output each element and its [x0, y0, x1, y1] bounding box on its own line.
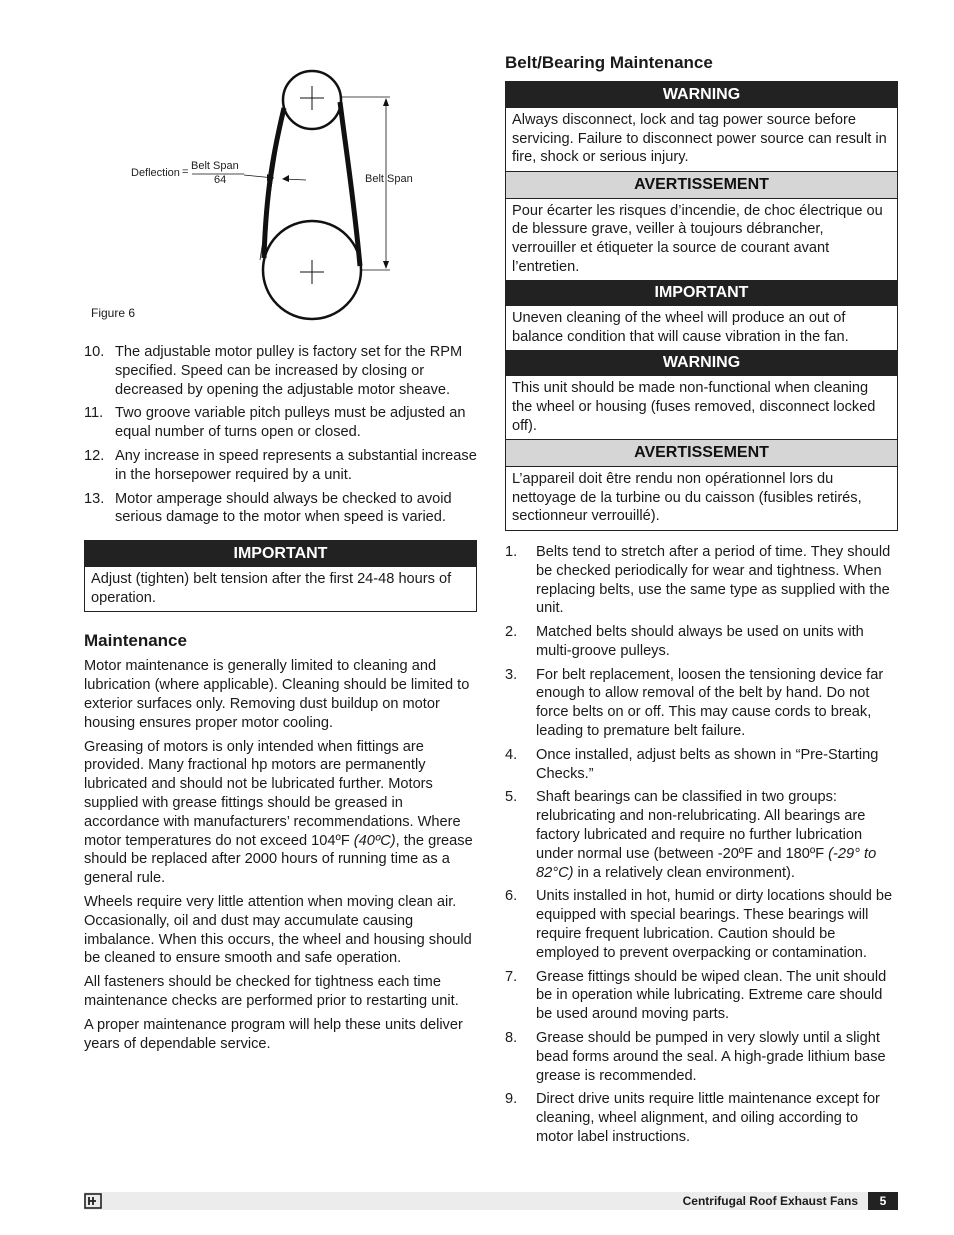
- maintenance-paragraph-1: Motor maintenance is generally limited to cleaning and lubrication (where applicable). Cleaning should be limited to exterior surfaces only. Removing dust buildup on motor housing ensures proper motor cooling.: [84, 658, 470, 731]
- fraction-denominator: 64: [214, 174, 227, 186]
- maintenance-paragraph-4: All fasteners should be checked for tightness each time maintenance checks are performed prior to restarting unit.: [84, 974, 459, 1009]
- left-column: [84, 60, 477, 1058]
- maintenance-paragraph-3: Wheels require very little attention when moving clean air. Occasionally, oil and dust may accumulate causing imbalance. When this occurs, the wheel and housing should be cleaned to ensure smooth and safe operation.: [84, 893, 472, 967]
- list-item: 13. Motor amperage should always be checked to avoid serious damage to the motor when speed is varied.: [84, 490, 452, 526]
- list-item: 3. For belt replacement, loosen the tensioning device far enough to allow removal of the belt by hand. Do not force belts on or off. This may cause cords to break, leading to premature belt failure.: [505, 666, 884, 740]
- important-header: IMPORTANT: [85, 541, 476, 567]
- list-item: 6. Units installed in hot, humid or dirty locations should be equipped with special bearings. These bearings will require frequent lubrication. Caution should be employed to prevent overpacking or contamination.: [505, 888, 893, 961]
- maintenance-paragraph-5: A proper maintenance program will help these units deliver years of dependable service.: [84, 1016, 463, 1052]
- important-header: IMPORTANT: [506, 280, 897, 306]
- belt-right-side: [340, 102, 360, 266]
- important-box: [84, 540, 477, 612]
- equals-sign: =: [182, 166, 189, 178]
- important-body: Uneven cleaning of the wheel will produce an out of balance condition that will cause vibration in the fan.: [512, 310, 849, 345]
- list-item: 10. The adjustable motor pulley is factory set for the RPM specified. Speed can be increased by closing or decreased by opening the adjustable motor sheave.: [84, 344, 463, 398]
- belt-bearing-heading: Belt/Bearing Maintenance: [505, 53, 713, 72]
- figure-6-belt-diagram: [84, 60, 477, 328]
- important-body: Adjust (tighten) belt tension after the first 24-48 hours of operation.: [91, 571, 452, 606]
- warning-header: WARNING: [506, 350, 897, 376]
- avertissement-body: L’appareil doit être rendu non opérationnel lors du nettoyage de la turbine ou du caisson (fusibles retirés, sectionneur verrouillé).: [512, 471, 862, 525]
- warning-body: Always disconnect, lock and tag power source before servicing. Failure to disconnect power source can result in fire, shock or serious injury.: [512, 112, 887, 166]
- list-item: 9. Direct drive units require little maintenance except for cleaning, wheel alignment, and oiling according to motor label instructions.: [505, 1091, 880, 1146]
- warning-header: WARNING: [506, 82, 897, 108]
- list-item: 8. Grease should be pumped in very slowly until a slight bead forms around the seal. A high-grade lithium base grease is recommended.: [505, 1030, 886, 1084]
- deflection-label: Deflection: [131, 167, 180, 179]
- list-item: 11. Two groove variable pitch pulleys must be adjusted an equal number of turns open or closed.: [84, 405, 466, 441]
- avertissement-header: AVERTISSEMENT: [506, 439, 897, 467]
- list-item: 7. Grease fittings should be wiped clean. The unit should be in operation while lubricating. Extreme care should be used around moving parts.: [505, 968, 887, 1023]
- right-column: [505, 52, 898, 1152]
- figure-caption: Figure 6: [91, 306, 136, 320]
- maintenance-paragraph-2: Greasing of motors is only intended when fittings are provided. Many fractional hp motors are permanently lubricated and should not be lubricated further. Motors supplied with grease fittings should be greased in accordance with manufacturers’ recommendations. Where motor temperatures do not exceed 104ºF (40ºC), the grease should be replaced after 2000 hours of running time as a general rule.: [84, 738, 473, 887]
- right-steps-list: [505, 543, 898, 1147]
- company-logo-icon: [84, 1193, 102, 1209]
- footer-document-title: Centrifugal Roof Exhaust Fans: [682, 1194, 858, 1208]
- list-item: 4. Once installed, adjust belts as shown in “Pre-Starting Checks.”: [505, 746, 879, 782]
- list-item: 5. Shaft bearings can be classified in two groups: relubricating and non-relubricating. All bearings are factory lubricated and require no further lubrication under normal use (between -20ºF and 180ºF (-29° to 82°C) in a relatively clean environment).: [505, 789, 877, 881]
- list-item: 12. Any increase in speed represents a substantial increase in the horsepower required by a unit.: [84, 447, 477, 483]
- list-item: 2. Matched belts should always be used on units with multi-groove pulleys.: [505, 624, 864, 659]
- avertissement-body: Pour écarter les risques d’incendie, de choc électrique ou de blessure grave, veiller à toujours débrancher, verrouiller et étiqueter la source de courant avant l’entretien.: [512, 202, 883, 275]
- fraction-numerator: Belt Span: [191, 160, 239, 172]
- warning-body: This unit should be made non-functional when cleaning the wheel or housing (fuses removed, disconnect locked off).: [512, 380, 876, 434]
- belt-pulley-diagram: [84, 60, 477, 328]
- belt-left-side: [264, 108, 284, 258]
- belt-span-label: Belt Span: [365, 173, 413, 185]
- maintenance-heading: Maintenance: [84, 631, 187, 651]
- page-number: 5: [868, 1192, 898, 1210]
- safety-notices-box: [505, 81, 898, 531]
- avertissement-header: AVERTISSEMENT: [506, 171, 897, 199]
- left-steps-list: [84, 343, 477, 527]
- list-item: 1. Belts tend to stretch after a period of time. They should be checked periodically for wear and tightness. When replacing belts, use the same type as supplied with the unit.: [505, 543, 891, 617]
